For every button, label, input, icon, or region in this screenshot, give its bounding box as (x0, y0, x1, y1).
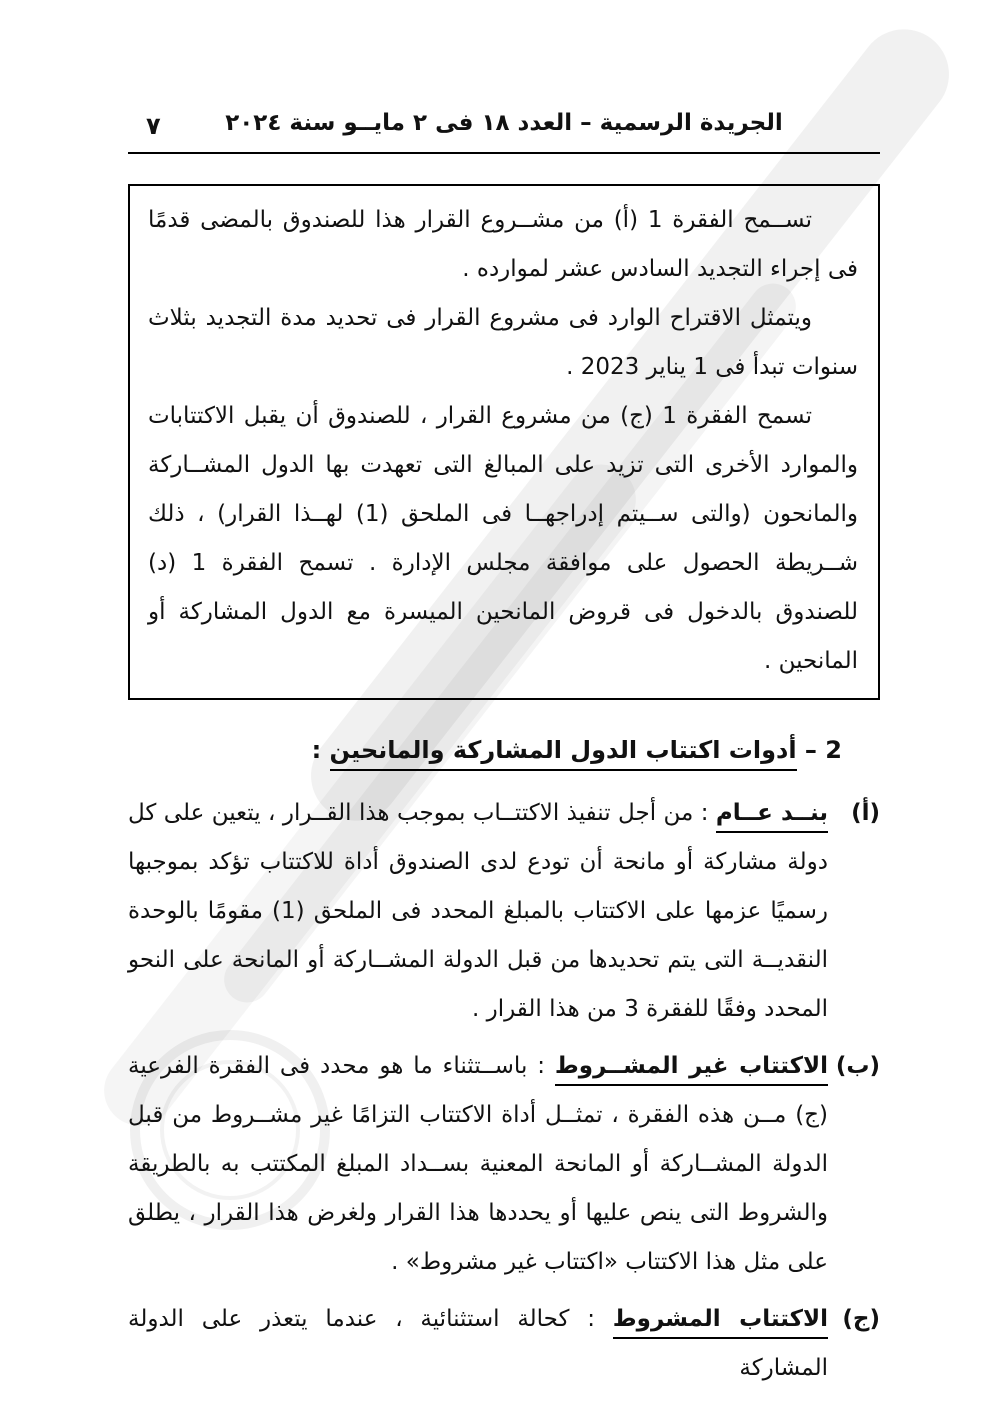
item-body: : كحالة استثنائية ، عندما يتعذر على الدولة المشاركة (128, 1306, 828, 1381)
page-header (128, 108, 880, 152)
item-text (128, 1042, 828, 1287)
section-colon: : (311, 736, 330, 764)
section-title: أدوات اكتتاب الدول المشاركة والمانحين (330, 736, 797, 771)
section-number: 2 – (796, 736, 842, 764)
item-label: (ج) (842, 1306, 880, 1332)
box-paragraph: تســمح الفقرة 1 (أ) من مشــروع القرار هذا للصندوق بالمضى قدمًا فى إجراء التجديد السادس عشر لموارده . (148, 207, 858, 282)
gazette-title: الجريدة الرسمية – العدد ١٨ فى ٢ مايــو سنة ٢٠٢٤ (225, 110, 783, 136)
item-body: : باســتثناء ما هو محدد فى الفقرة الفرعية (ج) مــن هذه الفقرة ، تمثــل أداة الاكتتاب التزامًا غير مشــروط من قبل الدولة المشــاركة أو المانحة المعنية بســداد المبلغ المكتتب به بالطريقة والشروط التى ينص عليها أو يحددها هذا القرار ولغرض هذا القرار ، يطلق على مثل هذا الاكتتاب «اكتتاب غير مشروط» . (128, 1053, 828, 1275)
header-divider (128, 152, 880, 154)
list-item (128, 1042, 880, 1287)
item-text (128, 1295, 828, 1393)
section-heading (128, 726, 842, 775)
list-item (128, 789, 880, 1034)
item-text (128, 789, 828, 1034)
item-label: (أ) (851, 800, 880, 826)
framed-text-box (128, 184, 880, 700)
box-paragraph: ويتمثل الاقتراح الوارد فى مشروع القرار فى تحديد مدة التجديد بثلاث سنوات تبدأ فى 1 يناير 2023 . (148, 305, 858, 380)
page-number: ٧ (146, 112, 161, 140)
box-paragraph: تسمح الفقرة 1 (ج) من مشروع القرار ، للصندوق أن يقبل الاكتتابات والموارد الأخرى التى تزيد على المبالغ التى تعهدت بها الدول المشــاركة والمانحون (والتى ســيتم إدراجهــا فى الملحق (1) لهــذا القرار) ، ذلك شــريطة الحصول على موافقة مجلس الإدارة . تسمح الفقرة 1 (د) للصندوق بالدخول فى قروض المانحين الميسرة مع الدول المشاركة أو المانحين . (148, 403, 858, 674)
item-label: (ب) (835, 1053, 880, 1079)
list-item (128, 1295, 880, 1393)
item-lead-underlined: الاكتتاب غير المشــروط (555, 1053, 828, 1086)
item-lead-underlined: الاكتتاب المشروط (613, 1306, 828, 1339)
document-body (128, 184, 880, 1401)
item-body: : من أجل تنفيذ الاكتتــاب بموجب هذا القــرار ، يتعين على كل دولة مشاركة أو مانحة أن تودع لدى الصندوق أداة للاكتتاب تؤكد بموجبها رسميًا عزمها على الاكتتاب بالمبلغ المحدد فى الملحق (1) مقومًا بالوحدة النقديــة التى يتم تحديدها من قبل الدولة المشــاركة أو المانحة على النحو المحدد وفقًا للفقرة 3 من هذا القرار . (128, 800, 828, 1022)
item-lead-underlined: بنــد عــام (716, 800, 828, 833)
